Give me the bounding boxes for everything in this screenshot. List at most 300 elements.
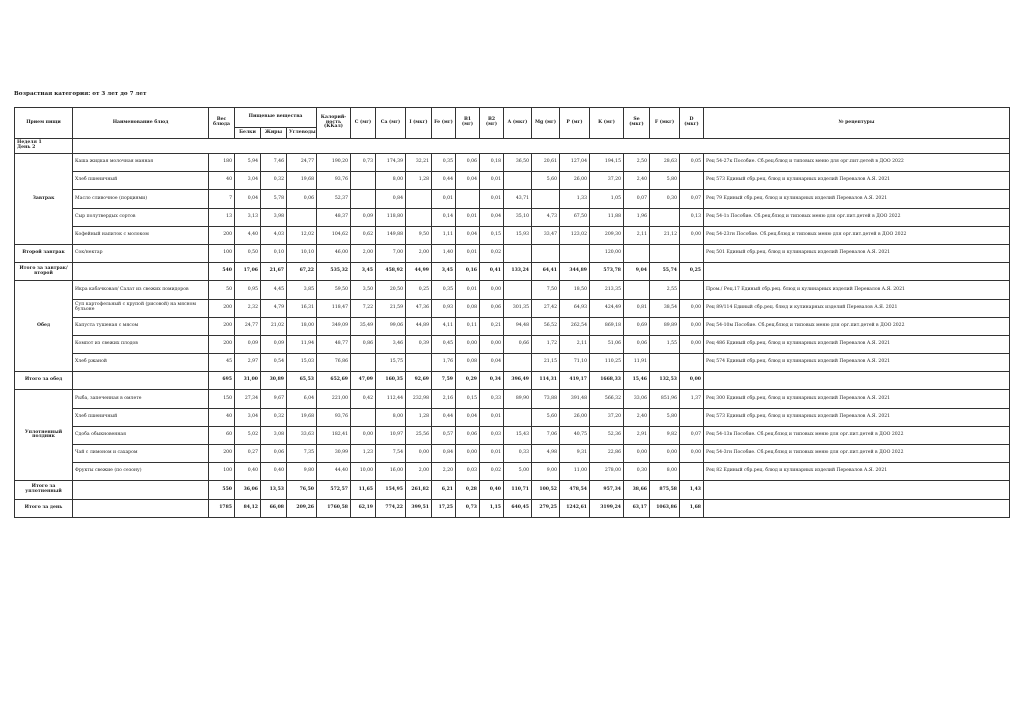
value-a: 94,48 [504, 317, 532, 335]
total-day: Итого за день [15, 499, 73, 517]
dish-name: Рыба, запеченная в омлете [73, 390, 209, 408]
value-b1: 0,08 [456, 299, 480, 317]
value-w: 100 [209, 463, 235, 481]
table-row [15, 172, 1010, 190]
value-b2: 1,15 [480, 499, 504, 517]
table-row [15, 299, 1010, 317]
b1-header: B1 (мг) [456, 108, 480, 139]
value-kc: 221,00 [317, 390, 351, 408]
value-w: 100 [209, 244, 235, 262]
value-a: 396,49 [504, 372, 532, 390]
value-b2: 0,06 [480, 299, 504, 317]
value-b1: 0,04 [456, 408, 480, 426]
value-b2: 0,18 [480, 154, 504, 172]
total-snack: Итого за уплотненный [15, 481, 73, 499]
value-i: 261,82 [406, 481, 432, 499]
recipe-ref: Рец 573 Единый сбр.рец. блюд и кулинарных изделий Перевалов А.Я. 2021 [704, 172, 1010, 190]
dish-name [73, 481, 209, 499]
value-p: 123,02 [560, 226, 590, 244]
value-i: 2,00 [406, 463, 432, 481]
table-row [15, 463, 1010, 481]
value-mg: 100,52 [532, 481, 560, 499]
total-breakfast: Итого за завтрак/второй [15, 263, 73, 281]
value-mg: 7,50 [532, 281, 560, 299]
value-k: 1,05 [590, 190, 624, 208]
value-b1: 0,03 [456, 463, 480, 481]
value-kc: 30,99 [317, 445, 351, 463]
recipe-ref: Рец 82 Единый сбр.рец. блюд и кулинарных изделий Перевалов А.Я. 2021 [704, 463, 1010, 481]
value-fe: 7,59 [432, 372, 456, 390]
day-label: День 2 [17, 145, 36, 150]
recipe-ref: Пром./ Рец.17 Единый сбр.рец. блюд и кулинарных изделий Перевалов А.Я. 2021 [704, 281, 1010, 299]
value-k: 424,49 [590, 299, 624, 317]
value-i: 0,39 [406, 335, 432, 353]
value-cb: 67,22 [287, 263, 317, 281]
value-b1: 0,06 [456, 426, 480, 444]
value-w: 200 [209, 317, 235, 335]
value-pr: 5,02 [235, 426, 261, 444]
value-d [680, 172, 704, 190]
dish-name: Капуста тушеная с мясом [73, 317, 209, 335]
value-p: 26,00 [560, 408, 590, 426]
value-mg: 9,00 [532, 463, 560, 481]
dish-name [73, 499, 209, 517]
recipe-ref [704, 499, 1010, 517]
dish-name: Масло сливочное (порциями) [73, 190, 209, 208]
value-k: 52,36 [590, 426, 624, 444]
value-p: 478,54 [560, 481, 590, 499]
value-p [560, 244, 590, 262]
value-a: 35,10 [504, 208, 532, 226]
value-a: 15,43 [504, 426, 532, 444]
meal-snack: Уплотненный полдник [15, 390, 73, 481]
value-c: 7,22 [351, 299, 376, 317]
age-category: Возрастная категория: от 3 лет до 7 лет [14, 91, 147, 97]
value-b2: 0,04 [480, 208, 504, 226]
value-b2: 0,40 [480, 481, 504, 499]
value-ca: 99,06 [376, 317, 406, 335]
value-pr: 0,04 [235, 190, 261, 208]
value-b1 [456, 190, 480, 208]
dish-name: Икра кабачковая/ Салат из свежих помидоров [73, 281, 209, 299]
value-f: 132,53 [650, 372, 680, 390]
value-i: 0,25 [406, 281, 432, 299]
value-d: 0,05 [680, 154, 704, 172]
value-a: 0,66 [504, 335, 532, 353]
table-row [15, 281, 1010, 299]
value-f: 5,80 [650, 172, 680, 190]
value-f: 851,96 [650, 390, 680, 408]
value-fe: 0,35 [432, 154, 456, 172]
value-mg: 4,98 [532, 445, 560, 463]
fat-header: Жиры [261, 128, 287, 139]
value-b1: 0,11 [456, 317, 480, 335]
value-k: 37,20 [590, 172, 624, 190]
value-f: 28,63 [650, 154, 680, 172]
value-c: 0,62 [351, 226, 376, 244]
carbs-header: Углеводы [287, 128, 317, 139]
value-fe: 0,45 [432, 335, 456, 353]
value-c [351, 172, 376, 190]
recipe-ref: Рец 54-13в Пособие. Сб.рец.блюд и типовых меню для орг.пит.детей в ДОО 2022 [704, 426, 1010, 444]
value-ft: 0,40 [261, 463, 287, 481]
value-p: 419,17 [560, 372, 590, 390]
value-kc: 1760,58 [317, 499, 351, 517]
value-b1: 0,00 [456, 335, 480, 353]
value-ca: 8,00 [376, 408, 406, 426]
dish-name: Хлеб ржаной [73, 354, 209, 372]
value-b2: 0,15 [480, 226, 504, 244]
recipe-ref [704, 481, 1010, 499]
value-fe: 0,01 [432, 190, 456, 208]
dish-name: Компот из свежих плодов [73, 335, 209, 353]
value-pr: 0,40 [235, 463, 261, 481]
value-d [680, 463, 704, 481]
value-ca: 10,97 [376, 426, 406, 444]
value-cb: 12,02 [287, 226, 317, 244]
value-ft: 9,67 [261, 390, 287, 408]
value-c [351, 190, 376, 208]
recipe-ref: Рец 79 Единый сбр.рец. блюд и кулинарных изделий Перевалов А.Я. 2021 [704, 190, 1010, 208]
value-c [351, 408, 376, 426]
value-kc: 652,69 [317, 372, 351, 390]
value-kc: 104,62 [317, 226, 351, 244]
value-b1: 0,73 [456, 499, 480, 517]
table-row [15, 317, 1010, 335]
value-cb [287, 208, 317, 226]
value-kc: 46,00 [317, 244, 351, 262]
c-header: C (мг) [351, 108, 376, 139]
value-se: 1,96 [624, 208, 650, 226]
value-w: 200 [209, 335, 235, 353]
value-i: 9,50 [406, 226, 432, 244]
protein-header: Белки [235, 128, 261, 139]
value-cb: 18,00 [287, 317, 317, 335]
value-ft: 13,53 [261, 481, 287, 499]
value-c: 0,42 [351, 390, 376, 408]
value-kc: 182,41 [317, 426, 351, 444]
meal-header: Прием пищи [15, 108, 73, 139]
value-k: 957,34 [590, 481, 624, 499]
value-pr: 5,94 [235, 154, 261, 172]
value-d: 0,07 [680, 426, 704, 444]
total-lunch: Итого за обед [15, 372, 73, 390]
p-header: P (мг) [560, 108, 590, 139]
table-row [15, 408, 1010, 426]
value-b1: 0,04 [456, 172, 480, 190]
recipe-ref: Рец 300 Единый сбр.рец. блюд и кулинарных изделий Перевалов А.Я. 2021 [704, 390, 1010, 408]
value-ca: 112,44 [376, 390, 406, 408]
value-f: 875,58 [650, 481, 680, 499]
total-row [15, 499, 1010, 517]
value-mg: 20,61 [532, 154, 560, 172]
value-cb: 6,04 [287, 390, 317, 408]
value-kc: 93,76 [317, 172, 351, 190]
value-w: 1785 [209, 499, 235, 517]
value-d: 0,25 [680, 263, 704, 281]
value-k: 209,30 [590, 226, 624, 244]
value-k: 51,06 [590, 335, 624, 353]
value-ca: 3,46 [376, 335, 406, 353]
value-cb: 11,94 [287, 335, 317, 353]
value-se: 33,06 [624, 390, 650, 408]
value-kc: 59,50 [317, 281, 351, 299]
recipe-ref: Рец 54-3гн Пособие. Сб.рец.блюд и типовых меню для орг.пит.детей в ДОО 2022 [704, 445, 1010, 463]
value-f: 89,89 [650, 317, 680, 335]
table-row [15, 154, 1010, 172]
value-p: 9,31 [560, 445, 590, 463]
meal-second-breakfast: Второй завтрак [15, 244, 73, 262]
value-mg: 4,73 [532, 208, 560, 226]
d-header: D (мкг) [680, 108, 704, 139]
value-k: 120,00 [590, 244, 624, 262]
value-ft: 0,10 [261, 244, 287, 262]
value-kc: 349,09 [317, 317, 351, 335]
value-b2: 0,00 [480, 335, 504, 353]
value-d: 0,13 [680, 208, 704, 226]
value-i: 32,21 [406, 154, 432, 172]
dish-name: Сок/нектар [73, 244, 209, 262]
value-cb: 0,06 [287, 190, 317, 208]
value-a [504, 281, 532, 299]
value-pr: 3,04 [235, 408, 261, 426]
recipe-ref: Рец 574 Единый сбр.рец. блюд и кулинарных изделий Перевалов А.Я. 2021 [704, 354, 1010, 372]
value-c: 0,09 [351, 208, 376, 226]
header-row-1 [15, 108, 1010, 128]
value-se: 38,66 [624, 481, 650, 499]
value-ft: 7,46 [261, 154, 287, 172]
value-ft: 0,32 [261, 172, 287, 190]
value-cb: 16,31 [287, 299, 317, 317]
value-b1: 0,01 [456, 281, 480, 299]
value-f [650, 244, 680, 262]
value-c [351, 354, 376, 372]
value-d: 0,00 [680, 445, 704, 463]
value-f: 0,00 [650, 445, 680, 463]
value-se: 2,50 [624, 154, 650, 172]
value-pr: 4,40 [235, 226, 261, 244]
value-ft: 21,02 [261, 317, 287, 335]
value-fe: 1,76 [432, 354, 456, 372]
week-label: Неделя 1 [17, 140, 42, 146]
value-d: 0,00 [680, 335, 704, 353]
value-fe: 1,11 [432, 226, 456, 244]
value-b1: 0,00 [456, 445, 480, 463]
value-i [406, 190, 432, 208]
value-kc: 48,77 [317, 335, 351, 353]
value-w: 200 [209, 445, 235, 463]
value-p: 71,10 [560, 354, 590, 372]
value-se: 0,81 [624, 299, 650, 317]
value-se: 0,06 [624, 335, 650, 353]
value-w: 180 [209, 154, 235, 172]
value-mg: 33,47 [532, 226, 560, 244]
value-pr: 36,06 [235, 481, 261, 499]
week-day-row [15, 139, 1010, 154]
value-fe: 0,93 [432, 299, 456, 317]
mg-header: Mg (мг) [532, 108, 560, 139]
value-pr: 24,77 [235, 317, 261, 335]
value-ft: 5,78 [261, 190, 287, 208]
value-ft: 3,98 [261, 208, 287, 226]
value-se: 2,91 [624, 426, 650, 444]
value-c: 10,00 [351, 463, 376, 481]
value-d: 0,00 [680, 372, 704, 390]
recipe-ref: Рец 486 Единый сбр.рец. блюд и кулинарных изделий Перевалов А.Я. 2021 [704, 335, 1010, 353]
value-a: 301,35 [504, 299, 532, 317]
value-fe: 0,44 [432, 408, 456, 426]
value-p: 26,00 [560, 172, 590, 190]
value-mg: 1,72 [532, 335, 560, 353]
value-kc: 44,40 [317, 463, 351, 481]
value-i: 1,28 [406, 172, 432, 190]
value-pr: 0,95 [235, 281, 261, 299]
value-b2: 0,33 [480, 390, 504, 408]
dish-name: Сыр полутвердых сортов [73, 208, 209, 226]
value-mg: 27,42 [532, 299, 560, 317]
value-ft: 21,67 [261, 263, 287, 281]
value-cb: 76,50 [287, 481, 317, 499]
value-ca: 458,92 [376, 263, 406, 281]
value-k: 566,32 [590, 390, 624, 408]
value-ft: 4,79 [261, 299, 287, 317]
value-a: 43,71 [504, 190, 532, 208]
value-cb: 19,68 [287, 408, 317, 426]
total-row [15, 481, 1010, 499]
value-b2: 0,01 [480, 408, 504, 426]
value-p: 18,50 [560, 281, 590, 299]
value-f: 9,82 [650, 426, 680, 444]
value-a [504, 172, 532, 190]
value-mg: 73,88 [532, 390, 560, 408]
table-row [15, 244, 1010, 262]
value-ca: 7,54 [376, 445, 406, 463]
value-ft: 66,08 [261, 499, 287, 517]
value-w: 550 [209, 481, 235, 499]
value-f: 38,54 [650, 299, 680, 317]
value-c: 0,00 [351, 426, 376, 444]
se-header: Se (мкг) [624, 108, 650, 139]
value-cb: 10,10 [287, 244, 317, 262]
value-k: 110,25 [590, 354, 624, 372]
value-ca: 16,00 [376, 463, 406, 481]
value-mg: 64,41 [532, 263, 560, 281]
value-ca: 174,39 [376, 154, 406, 172]
value-ft: 0,54 [261, 354, 287, 372]
value-b2: 0,21 [480, 317, 504, 335]
value-d: 0,00 [680, 317, 704, 335]
value-k: 213,35 [590, 281, 624, 299]
value-mg: 21,15 [532, 354, 560, 372]
nutrition-table [14, 107, 1010, 518]
value-pr: 0,09 [235, 335, 261, 353]
weight-header: Вес блюда [209, 108, 235, 139]
value-se: 2,11 [624, 226, 650, 244]
value-cb: 19,68 [287, 172, 317, 190]
value-p: 127,04 [560, 154, 590, 172]
value-pr: 17,06 [235, 263, 261, 281]
value-f: 21,12 [650, 226, 680, 244]
value-f: 55,74 [650, 263, 680, 281]
value-b1: 0,29 [456, 372, 480, 390]
i-header: I (мкг) [406, 108, 432, 139]
value-a: 5,00 [504, 463, 532, 481]
value-fe: 1,40 [432, 244, 456, 262]
value-d [680, 281, 704, 299]
value-c: 3,50 [351, 281, 376, 299]
value-k: 11,88 [590, 208, 624, 226]
value-i: 44,99 [406, 263, 432, 281]
value-se: 2,40 [624, 172, 650, 190]
value-fe: 17,25 [432, 499, 456, 517]
meal-lunch: Обед [15, 281, 73, 372]
value-ft: 0,09 [261, 335, 287, 353]
value-ca: 0,84 [376, 190, 406, 208]
value-kc: 572,57 [317, 481, 351, 499]
value-mg: 5,60 [532, 408, 560, 426]
value-ft: 0,06 [261, 445, 287, 463]
ca-header: Ca (мг) [376, 108, 406, 139]
value-p: 11,00 [560, 463, 590, 481]
recipe-ref: Рец 54-1з Пособие. Сб.рец.блюд и типовых меню для орг.пит.детей в ДОО 2022 [704, 208, 1010, 226]
dish-name: Хлеб пшеничный [73, 408, 209, 426]
value-d: 0,00 [680, 299, 704, 317]
value-i: 0,00 [406, 445, 432, 463]
value-b1: 0,16 [456, 263, 480, 281]
value-ft: 0,32 [261, 408, 287, 426]
value-w: 40 [209, 172, 235, 190]
value-mg: 56,52 [532, 317, 560, 335]
value-b2: 0,03 [480, 426, 504, 444]
value-w: 50 [209, 281, 235, 299]
value-se: 0,00 [624, 445, 650, 463]
value-i: 1,28 [406, 408, 432, 426]
value-p: 67,50 [560, 208, 590, 226]
value-ca: 15,75 [376, 354, 406, 372]
value-d: 0,00 [680, 226, 704, 244]
value-p: 262,54 [560, 317, 590, 335]
dish-name: Каша жидкая молочная манная [73, 154, 209, 172]
table-row [15, 354, 1010, 372]
value-se: 15,46 [624, 372, 650, 390]
value-f: 1063,86 [650, 499, 680, 517]
value-a: 0,33 [504, 445, 532, 463]
value-w: 40 [209, 408, 235, 426]
value-p: 391,48 [560, 390, 590, 408]
value-d [680, 244, 704, 262]
value-ft: 4,45 [261, 281, 287, 299]
value-w: 13 [209, 208, 235, 226]
value-b1: 0,01 [456, 244, 480, 262]
week-day-cell [15, 139, 73, 154]
value-d [680, 354, 704, 372]
dish-name: Сдоба обыкновенная [73, 426, 209, 444]
value-se: 0,30 [624, 463, 650, 481]
value-c: 11,65 [351, 481, 376, 499]
value-cb: 209,26 [287, 499, 317, 517]
value-ca: 774,22 [376, 499, 406, 517]
value-c: 0,86 [351, 335, 376, 353]
value-b2: 0,02 [480, 244, 504, 262]
value-w: 7 [209, 190, 235, 208]
value-ft: 30,89 [261, 372, 287, 390]
value-b1: 0,15 [456, 390, 480, 408]
recipe-ref: Рец 573 Единый сбр.рец. блюд и кулинарных изделий Перевалов А.Я. 2021 [704, 408, 1010, 426]
recipe-header: № рецептуры [704, 108, 1010, 139]
value-ca: 149,88 [376, 226, 406, 244]
value-f: 2,55 [650, 281, 680, 299]
value-ca: 118,80 [376, 208, 406, 226]
